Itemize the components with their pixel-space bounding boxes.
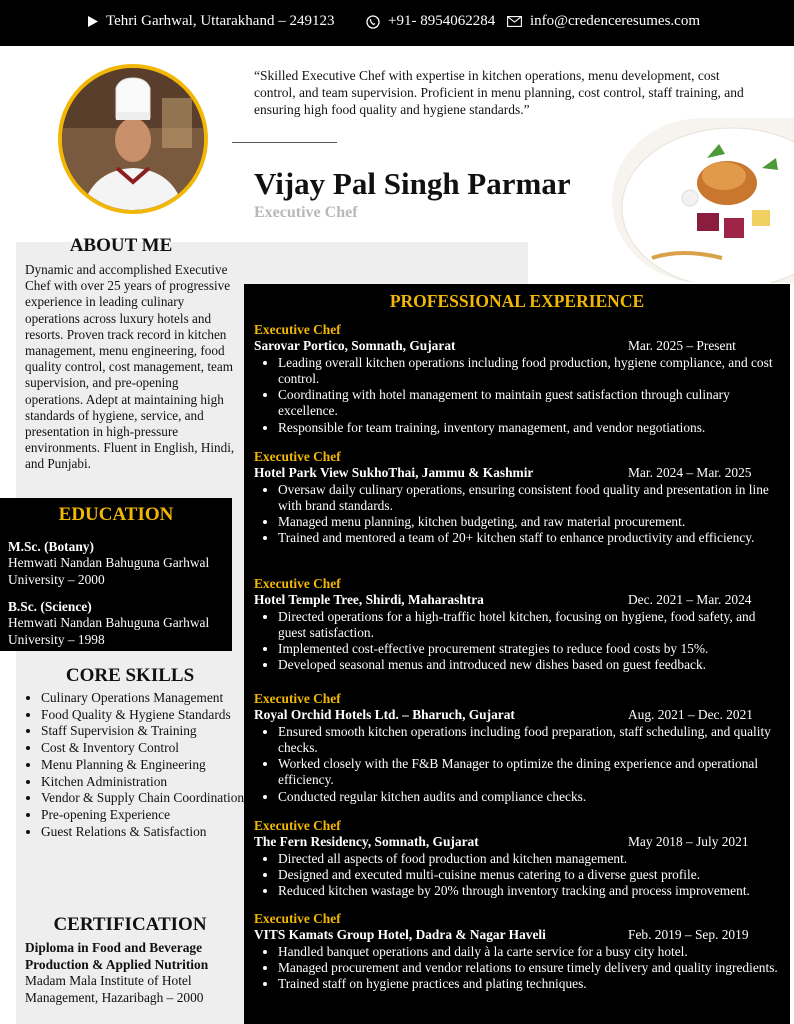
job-title: Executive Chef [254, 322, 341, 337]
job-bullets [254, 482, 784, 547]
job-dates: Mar. 2024 – Mar. 2025 [628, 465, 752, 481]
job-org: Sarovar Portico, Somnath, Gujarat [254, 338, 456, 354]
mail-icon [507, 16, 522, 27]
education-entry [8, 599, 230, 648]
skill-item: • Staff Supervision & Training [41, 723, 253, 740]
skill-item: • Menu Planning & Engineering [41, 757, 253, 774]
job-bullet: • Directed all aspects of food production and kitchen management. [278, 851, 784, 867]
job-bullets [254, 944, 784, 993]
skill-item: • Cost & Inventory Control [41, 740, 253, 757]
job-dates: May 2018 – July 2021 [628, 834, 749, 850]
job-title: Executive Chef [254, 576, 341, 591]
job-bullet: • Implemented cost-effective procurement strategies to reduce food costs by 15%. [278, 641, 784, 657]
certification-detail: Madam Mala Institute of Hotel Management, Hazaribagh – 2000 [25, 973, 204, 1005]
chef-portrait-icon [62, 68, 204, 210]
header-band [244, 242, 528, 284]
job-org: Royal Orchid Hotels Ltd. – Bharuch, Gujarat [254, 707, 515, 723]
job-bullets [254, 355, 784, 436]
candidate-name: Vijay Pal Singh Parmar [254, 166, 571, 201]
job-entry [254, 322, 784, 436]
contact-location [88, 13, 334, 30]
certification-name: Diploma in Food and Beverage Production & Applied Nutrition [25, 940, 209, 972]
job-bullet: • Handled banquet operations and daily à la carte service for a busy city hotel. [278, 944, 784, 960]
skills-list [24, 690, 253, 840]
job-bullet: • Leading overall kitchen operations including food production, hygiene compliance, and cost control. [278, 355, 784, 388]
skills-title: CORE SKILLS [65, 665, 195, 686]
job-bullet: • Conducted regular kitchen audits and compliance checks. [278, 789, 784, 805]
about-title: ABOUT ME [69, 235, 173, 256]
job-bullet: • Oversaw daily culinary operations, ensuring consistent food quality and presentation in line with brand standards. [278, 482, 784, 515]
contact-bar [0, 0, 794, 46]
job-org: Hotel Park View SukhoThai, Jammu & Kashmir [254, 465, 534, 481]
skill-item: • Guest Relations & Satisfaction [41, 824, 253, 841]
job-dates: Mar. 2025 – Present [628, 338, 736, 354]
candidate-role: Executive Chef [254, 204, 358, 221]
email-text: info@credenceresumes.com [530, 13, 700, 29]
job-bullet: • Designed and executed multi-cuisine menus catering to a diverse guest profile. [278, 867, 784, 883]
degree: B.Sc. (Science) [8, 599, 92, 614]
experience-title: PROFESSIONAL EXPERIENCE [389, 291, 645, 311]
job-org: The Fern Residency, Somnath, Gujarat [254, 834, 479, 850]
certification-entry [25, 940, 237, 1006]
job-dates: Feb. 2019 – Sep. 2019 [628, 927, 749, 943]
phone-icon [366, 15, 380, 29]
degree: M.Sc. (Botany) [8, 539, 94, 554]
job-entry [254, 449, 784, 547]
job-dates: Dec. 2021 – Mar. 2024 [628, 592, 752, 608]
job-entry [254, 911, 784, 992]
skill-item: • Pre-opening Experience [41, 807, 253, 824]
job-bullet: • Reduced kitchen wastage by 20% through inventory tracking and process improvement. [278, 883, 784, 899]
job-bullet: • Trained and mentored a team of 20+ kitchen staff to enhance productivity and efficiency. [278, 530, 784, 546]
about-text: Dynamic and accomplished Executive Chef with over 25 years of progressive experience in leading culinary operations across luxury hotels and resorts. Proven track record in kitchen management, menu engineering, food quality control, cost management, team supervision, and pre-opening operations. Adept at maintaining high standards of hygiene, service, and presentation in high-pressure environments. Fluent in English, Hindi, and Punjabi. [25, 262, 235, 472]
certification-title: CERTIFICATION [53, 914, 207, 935]
job-bullet: • Managed menu planning, kitchen budgeting, and raw material procurement. [278, 514, 784, 530]
skill-item: • Culinary Operations Management [41, 690, 253, 707]
divider [232, 142, 337, 143]
degree-detail: Hemwati Nandan Bahuguna Garhwal University – 1998 [8, 615, 210, 647]
education-entry [8, 539, 230, 588]
contact-phone[interactable] [366, 13, 495, 30]
skill-item: • Food Quality & Hygiene Standards [41, 707, 253, 724]
profile-photo [58, 64, 208, 214]
job-bullet: • Ensured smooth kitchen operations including food preparation, staff scheduling, and quality checks. [278, 724, 784, 757]
job-bullet: • Managed procurement and vendor relations to ensure timely delivery and quality ingredients. [278, 960, 784, 976]
dish-image [612, 118, 794, 283]
education-title: EDUCATION [58, 504, 174, 525]
job-org: Hotel Temple Tree, Shirdi, Maharashtra [254, 592, 484, 608]
job-bullet: • Responsible for team training, inventory management, and vendor negotiations. [278, 420, 784, 436]
degree-detail: Hemwati Nandan Bahuguna Garhwal University – 2000 [8, 555, 210, 587]
job-bullet: • Developed seasonal menus and introduced new dishes based on guest feedback. [278, 657, 784, 673]
job-entry [254, 691, 784, 805]
plated-dish-icon [612, 118, 794, 283]
job-entry [254, 818, 784, 899]
job-title: Executive Chef [254, 691, 341, 706]
job-org: VITS Kamats Group Hotel, Dadra & Nagar Haveli [254, 927, 546, 943]
job-bullet: • Trained staff on hygiene practices and plating techniques. [278, 976, 784, 992]
job-dates: Aug. 2021 – Dec. 2021 [628, 707, 753, 723]
job-bullets [254, 724, 784, 805]
location-text: Tehri Garhwal, Uttarakhand – 249123 [106, 13, 335, 29]
job-title: Executive Chef [254, 818, 341, 833]
job-bullets [254, 851, 784, 900]
skill-item: • Kitchen Administration [41, 774, 253, 791]
location-arrow-icon [88, 16, 98, 27]
summary-quote: “Skilled Executive Chef with expertise in kitchen operations, menu development, cost control, and team supervision. Proficient in menu planning, cost control, staff training, and ensuring high food quality and hygiene standards.” [254, 68, 744, 117]
phone-text: +91- 8954062284 [388, 13, 496, 29]
skill-item: • Vendor & Supply Chain Coordination [41, 790, 253, 807]
job-bullets [254, 609, 784, 674]
job-title: Executive Chef [254, 449, 341, 464]
job-bullet: • Directed operations for a high-traffic hotel kitchen, focusing on hygiene, food safety, and guest satisfaction. [278, 609, 784, 642]
job-title: Executive Chef [254, 911, 341, 926]
job-entry [254, 576, 784, 674]
job-bullet: • Worked closely with the F&B Manager to optimize the dining experience and operational efficiency. [278, 756, 784, 789]
contact-email[interactable] [507, 13, 700, 30]
job-bullet: • Coordinating with hotel management to maintain guest satisfaction through culinary excellence. [278, 387, 784, 420]
